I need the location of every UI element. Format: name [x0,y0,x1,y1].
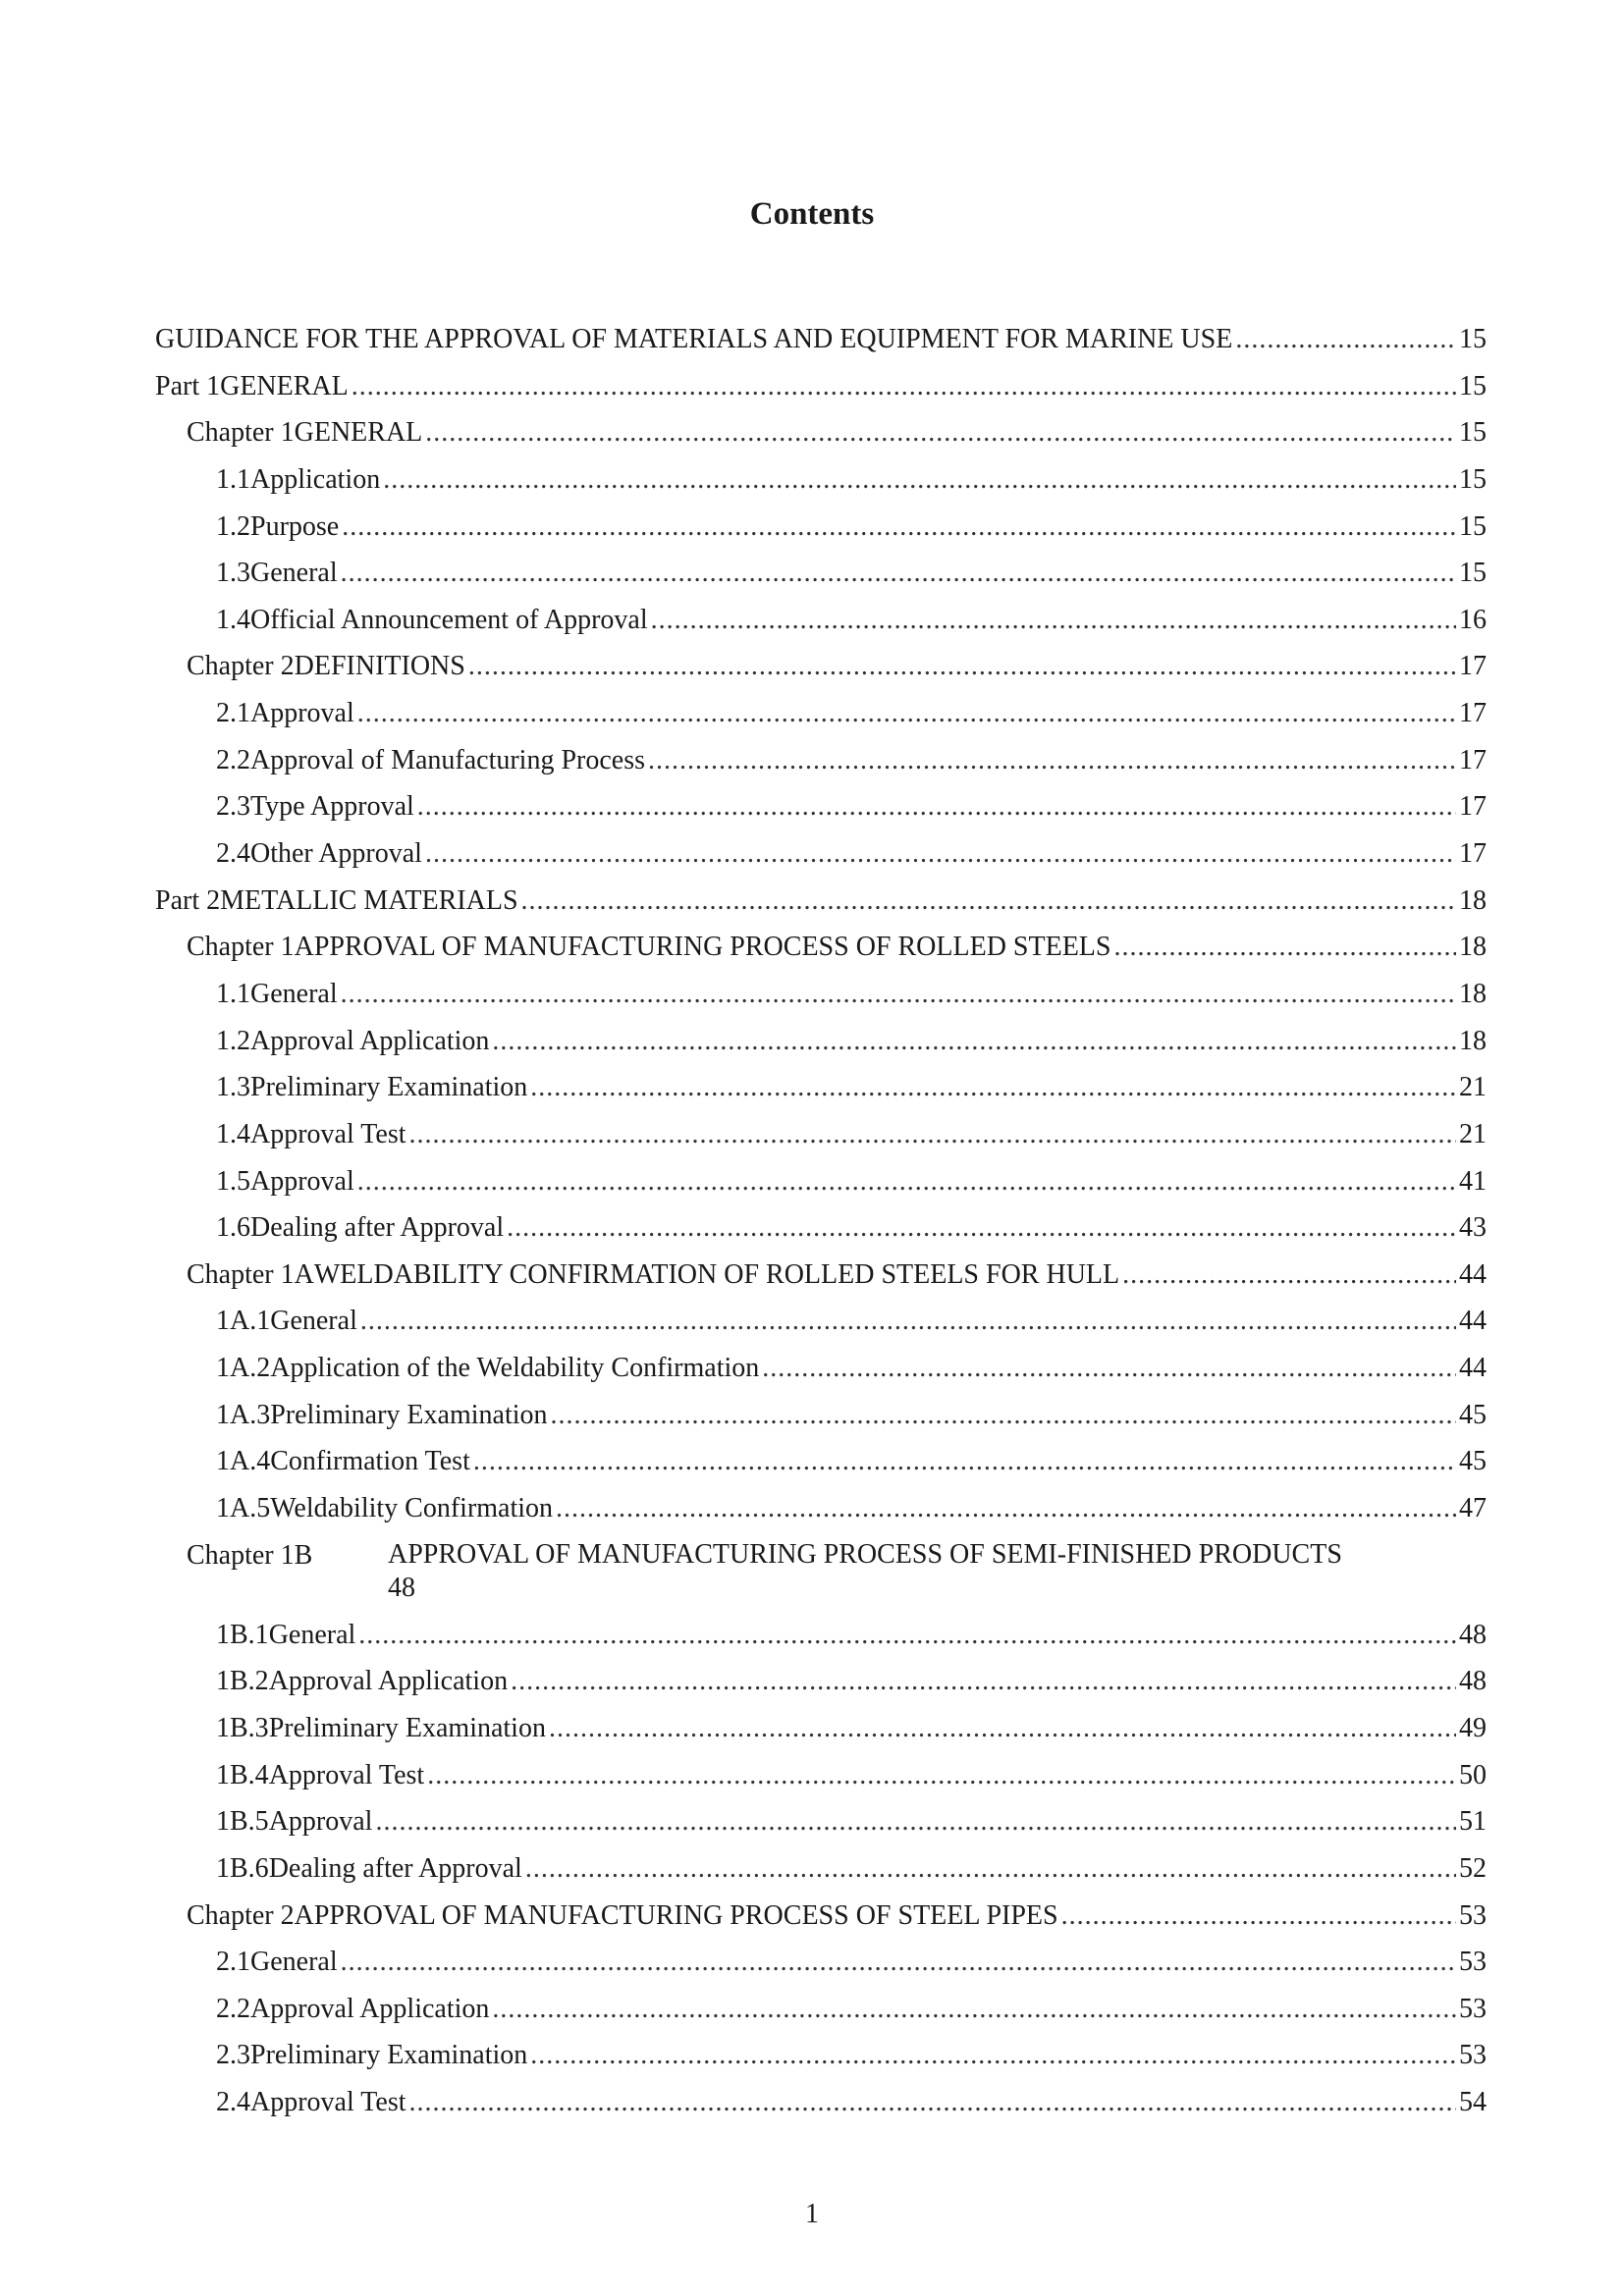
toc-entry-number: 1B.3 [216,1712,269,1743]
toc-entry[interactable] [155,550,1487,597]
toc-entry-page: 15 [1459,417,1487,449]
toc-entry[interactable] [155,690,1487,737]
toc-entry-page: 53 [1459,1947,1487,1978]
toc-entry[interactable] [155,2032,1487,2079]
toc-entry-number: 1B.5 [216,1806,269,1838]
toc-entry-number: 1A.4 [216,1446,271,1477]
toc-entry-number: Part 2 [155,884,221,916]
toc-entry[interactable] [155,363,1487,410]
toc-entry-title: Preliminary Examination [270,1399,548,1430]
toc-entry[interactable] [155,1612,1487,1659]
toc-entry-number: Chapter 1 [187,932,295,963]
toc-entry-title: General [250,558,338,589]
dot-leader [492,1986,1456,2033]
toc-entry-number: 2.2 [216,1993,250,2024]
toc-entry-page: 17 [1459,744,1487,775]
toc-entry-page: 17 [1459,698,1487,729]
toc-entry-number: 1B.1 [216,1619,269,1650]
toc-entry-page: 48 [1459,1619,1487,1650]
toc-entry-page: 18 [1459,884,1487,916]
toc-entry-number: 1A.3 [216,1399,271,1430]
toc-entry-title: General [250,1947,338,1978]
dot-leader [341,550,1456,597]
toc-entry-page: 50 [1459,1759,1487,1790]
dot-leader [352,363,1456,410]
dot-leader [1122,1252,1456,1299]
toc-entry[interactable] [155,456,1487,504]
toc-entry[interactable] [155,924,1487,971]
toc-entry[interactable] [155,1705,1487,1752]
dot-leader [357,1158,1456,1205]
dot-leader [1061,1893,1456,1940]
toc-entry[interactable] [155,504,1487,551]
toc-entry-title: Approval [250,1165,354,1197]
dot-leader [551,1392,1456,1439]
toc-entry-page: 45 [1459,1446,1487,1477]
toc-entry[interactable] [155,1298,1487,1345]
toc-entry[interactable] [155,1158,1487,1205]
toc-entry-title: Official Announcement of Approval [250,604,648,635]
toc-entry-page: 44 [1459,1353,1487,1384]
toc-entry-title: Other Approval [250,838,422,870]
toc-entry[interactable] [155,1658,1487,1705]
toc-entry-number: 2.4 [216,838,250,870]
toc-entry-title: APPROVAL OF MANUFACTURING PROCESS OF STEEL PIPES [294,1899,1058,1931]
dot-leader [511,1658,1456,1705]
toc-entry-number: 1.5 [216,1165,250,1197]
toc-entry-number: 1B.6 [216,1852,269,1884]
toc-entry-title: Approval Application [250,1025,490,1056]
dot-leader [425,830,1456,878]
dot-leader [357,690,1456,737]
toc-entry-page: 45 [1459,1399,1487,1430]
dot-leader [651,597,1456,644]
toc-entry-number: 1.2 [216,510,250,542]
toc-entry-number: 2.3 [216,791,250,823]
toc-entry-page: 44 [1459,1258,1487,1290]
toc-entry[interactable] [155,1392,1487,1439]
toc-entry[interactable] [155,409,1487,456]
dot-leader [468,643,1456,690]
toc-entry-title: Preliminary Examination [250,2040,528,2071]
toc-entry[interactable] [155,2079,1487,2126]
dot-leader [530,1064,1456,1111]
toc-entry-page: 18 [1459,1025,1487,1056]
toc-entry-page: 15 [1459,558,1487,589]
toc-entry-number: Chapter 1A [187,1258,314,1290]
toc-entry-page: 48 [1459,1666,1487,1697]
dot-leader [427,1752,1456,1799]
dot-leader [525,1845,1456,1893]
toc-entry-number: 1.3 [216,1072,250,1103]
toc-entry-number: 1.1 [216,463,250,495]
dot-leader [492,1018,1456,1065]
toc-entry-number: 1A.5 [216,1493,271,1524]
toc-entry-title: METALLIC MATERIALS [220,884,518,916]
toc-entry-title: Approval Test [268,1759,425,1790]
toc-entry-number: 1A.1 [216,1306,271,1337]
toc-entry-number: 2.1 [216,698,250,729]
dot-leader [341,971,1456,1018]
toc-entry-number: 1.4 [216,604,250,635]
dot-leader [556,1485,1456,1532]
dot-leader [648,737,1456,784]
toc-entry-page: 15 [1459,324,1487,354]
dot-leader [360,1298,1456,1345]
dot-leader [425,409,1456,456]
toc-entry-title: Preliminary Examination [268,1712,546,1743]
toc-entry-title: Approval [250,698,354,729]
toc-entry[interactable] [155,597,1487,644]
dot-leader [549,1705,1456,1752]
toc-entry-title: APPROVAL OF MANUFACTURING PROCESS OF SEMI-FINISHED PRODUCTS 48 [388,1538,1342,1603]
toc-entry-number: 2.4 [216,2087,250,2118]
toc-entry-page: 17 [1459,791,1487,823]
dot-leader [1235,316,1456,363]
dot-leader [417,783,1456,830]
toc-entry-title: Weldability Confirmation [270,1493,554,1524]
toc-entry[interactable] [155,830,1487,878]
toc-entry-page: 41 [1459,1165,1487,1197]
toc-entry-number: 1.3 [216,558,250,589]
toc-entry-number: 2.1 [216,1947,250,1978]
toc-entry-title: Application of the Weldability Confirmation [270,1353,760,1384]
toc-entry[interactable] [155,1204,1487,1252]
toc-entry-number: 1B.4 [216,1759,269,1790]
dot-leader [1113,924,1456,971]
toc-entry[interactable] [155,1939,1487,1986]
toc-entry-title: APPROVAL OF MANUFACTURING PROCESS OF ROLLED STEELS [294,932,1111,963]
toc-entry[interactable] [155,1345,1487,1392]
toc-entry-page: 53 [1459,1993,1487,2024]
toc-entry-title: Approval Test [250,2087,406,2118]
toc-entry-number: 1.4 [216,1118,250,1149]
dot-leader [762,1345,1456,1392]
toc-entry-title: GENERAL [220,370,349,401]
toc-entry[interactable] [155,1111,1487,1158]
toc-entry-title: Dealing after Approval [250,1212,505,1244]
toc-entry[interactable] [155,1798,1487,1845]
toc-entry[interactable] [155,737,1487,784]
toc-entry-title: Approval Test [250,1118,406,1149]
toc-entry-number: 1.1 [216,978,250,1009]
toc-entry-title: Preliminary Examination [250,1072,528,1103]
dot-leader [409,2079,1457,2126]
toc-entry-page: 49 [1459,1712,1487,1743]
toc-entry-page: 51 [1459,1806,1487,1838]
toc-entry-title: General [270,1306,357,1337]
toc-entry-title: DEFINITIONS [294,651,465,682]
toc-entry[interactable] [155,1252,1487,1299]
toc-entry-title: Approval Application [250,1993,490,2024]
page-number: 1 [805,2199,819,2229]
toc-entry[interactable] [155,1986,1487,2033]
toc-entry-title: Approval Application [268,1666,509,1697]
toc-entry-number: 2.2 [216,744,250,775]
toc-entry-page: 21 [1459,1118,1487,1149]
toc-entry[interactable] [155,1018,1487,1065]
toc-entry-title: Confirmation Test [270,1446,470,1477]
dot-leader [530,2032,1456,2079]
toc-entry-number: Chapter 1 [187,417,295,449]
toc-entry-page: 21 [1459,1072,1487,1103]
toc-entry-page: 17 [1459,838,1487,870]
toc-entry-title: Purpose [250,510,340,542]
toc-entry-page: 15 [1459,370,1487,401]
toc-entry-title: Dealing after Approval [268,1852,522,1884]
toc-entry-page: 52 [1459,1852,1487,1884]
toc-entry-page: 18 [1459,932,1487,963]
dot-leader [507,1204,1456,1252]
toc-entry[interactable] [155,878,1487,925]
toc-entry-number: 1B.2 [216,1666,269,1697]
toc-entry-title: WELDABILITY CONFIRMATION OF ROLLED STEELS FOR HULL [313,1258,1120,1290]
toc-entry[interactable] [155,643,1487,690]
toc-entry-page: 15 [1459,463,1487,495]
toc-entry-number: 1.2 [216,1025,250,1056]
toc-entry[interactable] [155,1064,1487,1111]
toc-entry-page: 47 [1459,1493,1487,1524]
toc-entry-page: 17 [1459,651,1487,682]
toc-entry-title: GUIDANCE FOR THE APPROVAL OF MATERIALS AND EQUIPMENT FOR MARINE USE [155,324,1233,354]
toc-entry[interactable] [155,1893,1487,1940]
toc-entry[interactable] [155,783,1487,830]
dot-leader [473,1438,1456,1485]
toc-entry-page: 15 [1459,510,1487,542]
toc-entry-title: General [250,978,338,1009]
dot-leader [375,1798,1456,1845]
dot-leader [521,878,1456,925]
dot-leader [342,504,1456,551]
toc-entry-title: General [268,1619,356,1650]
dot-leader [409,1111,1457,1158]
toc-entry-page: 53 [1459,1899,1487,1931]
toc-entry-title: Type Approval [250,791,414,823]
dot-leader [341,1939,1456,1986]
toc-entry[interactable] [155,1438,1487,1485]
toc-entry[interactable] [155,1752,1487,1799]
toc-entry-page: 44 [1459,1306,1487,1337]
table-of-contents [155,316,1487,2126]
dot-leader [383,456,1456,504]
toc-entry-number: Chapter 1B [187,1539,313,1571]
toc-entry-number: Chapter 2 [187,1899,295,1931]
toc-entry-title: Approval [268,1806,373,1838]
toc-entry-page: 18 [1459,978,1487,1009]
toc-entry[interactable] [155,316,1487,363]
toc-entry-page: 48 [388,1572,415,1603]
toc-entry[interactable] [155,1845,1487,1893]
toc-entry-page: 16 [1459,604,1487,635]
toc-entry[interactable] [155,1485,1487,1532]
toc-entry-number: Chapter 2 [187,651,295,682]
toc-entry-title: Application [250,463,381,495]
toc-entry-number: 1A.2 [216,1353,271,1384]
page-title: Contents [749,196,875,232]
toc-entry-number: 1.6 [216,1212,250,1244]
toc-entry-title: Approval of Manufacturing Process [250,744,646,775]
toc-entry[interactable] [155,1532,1487,1612]
toc-entry-page: 43 [1459,1212,1487,1244]
toc-entry-title: GENERAL [294,417,423,449]
dot-leader [358,1612,1456,1659]
toc-entry[interactable] [155,971,1487,1018]
toc-entry-number: 2.3 [216,2040,250,2071]
toc-entry-number: Part 1 [155,370,221,401]
toc-entry-page: 54 [1459,2087,1487,2118]
toc-entry-page: 53 [1459,2040,1487,2071]
